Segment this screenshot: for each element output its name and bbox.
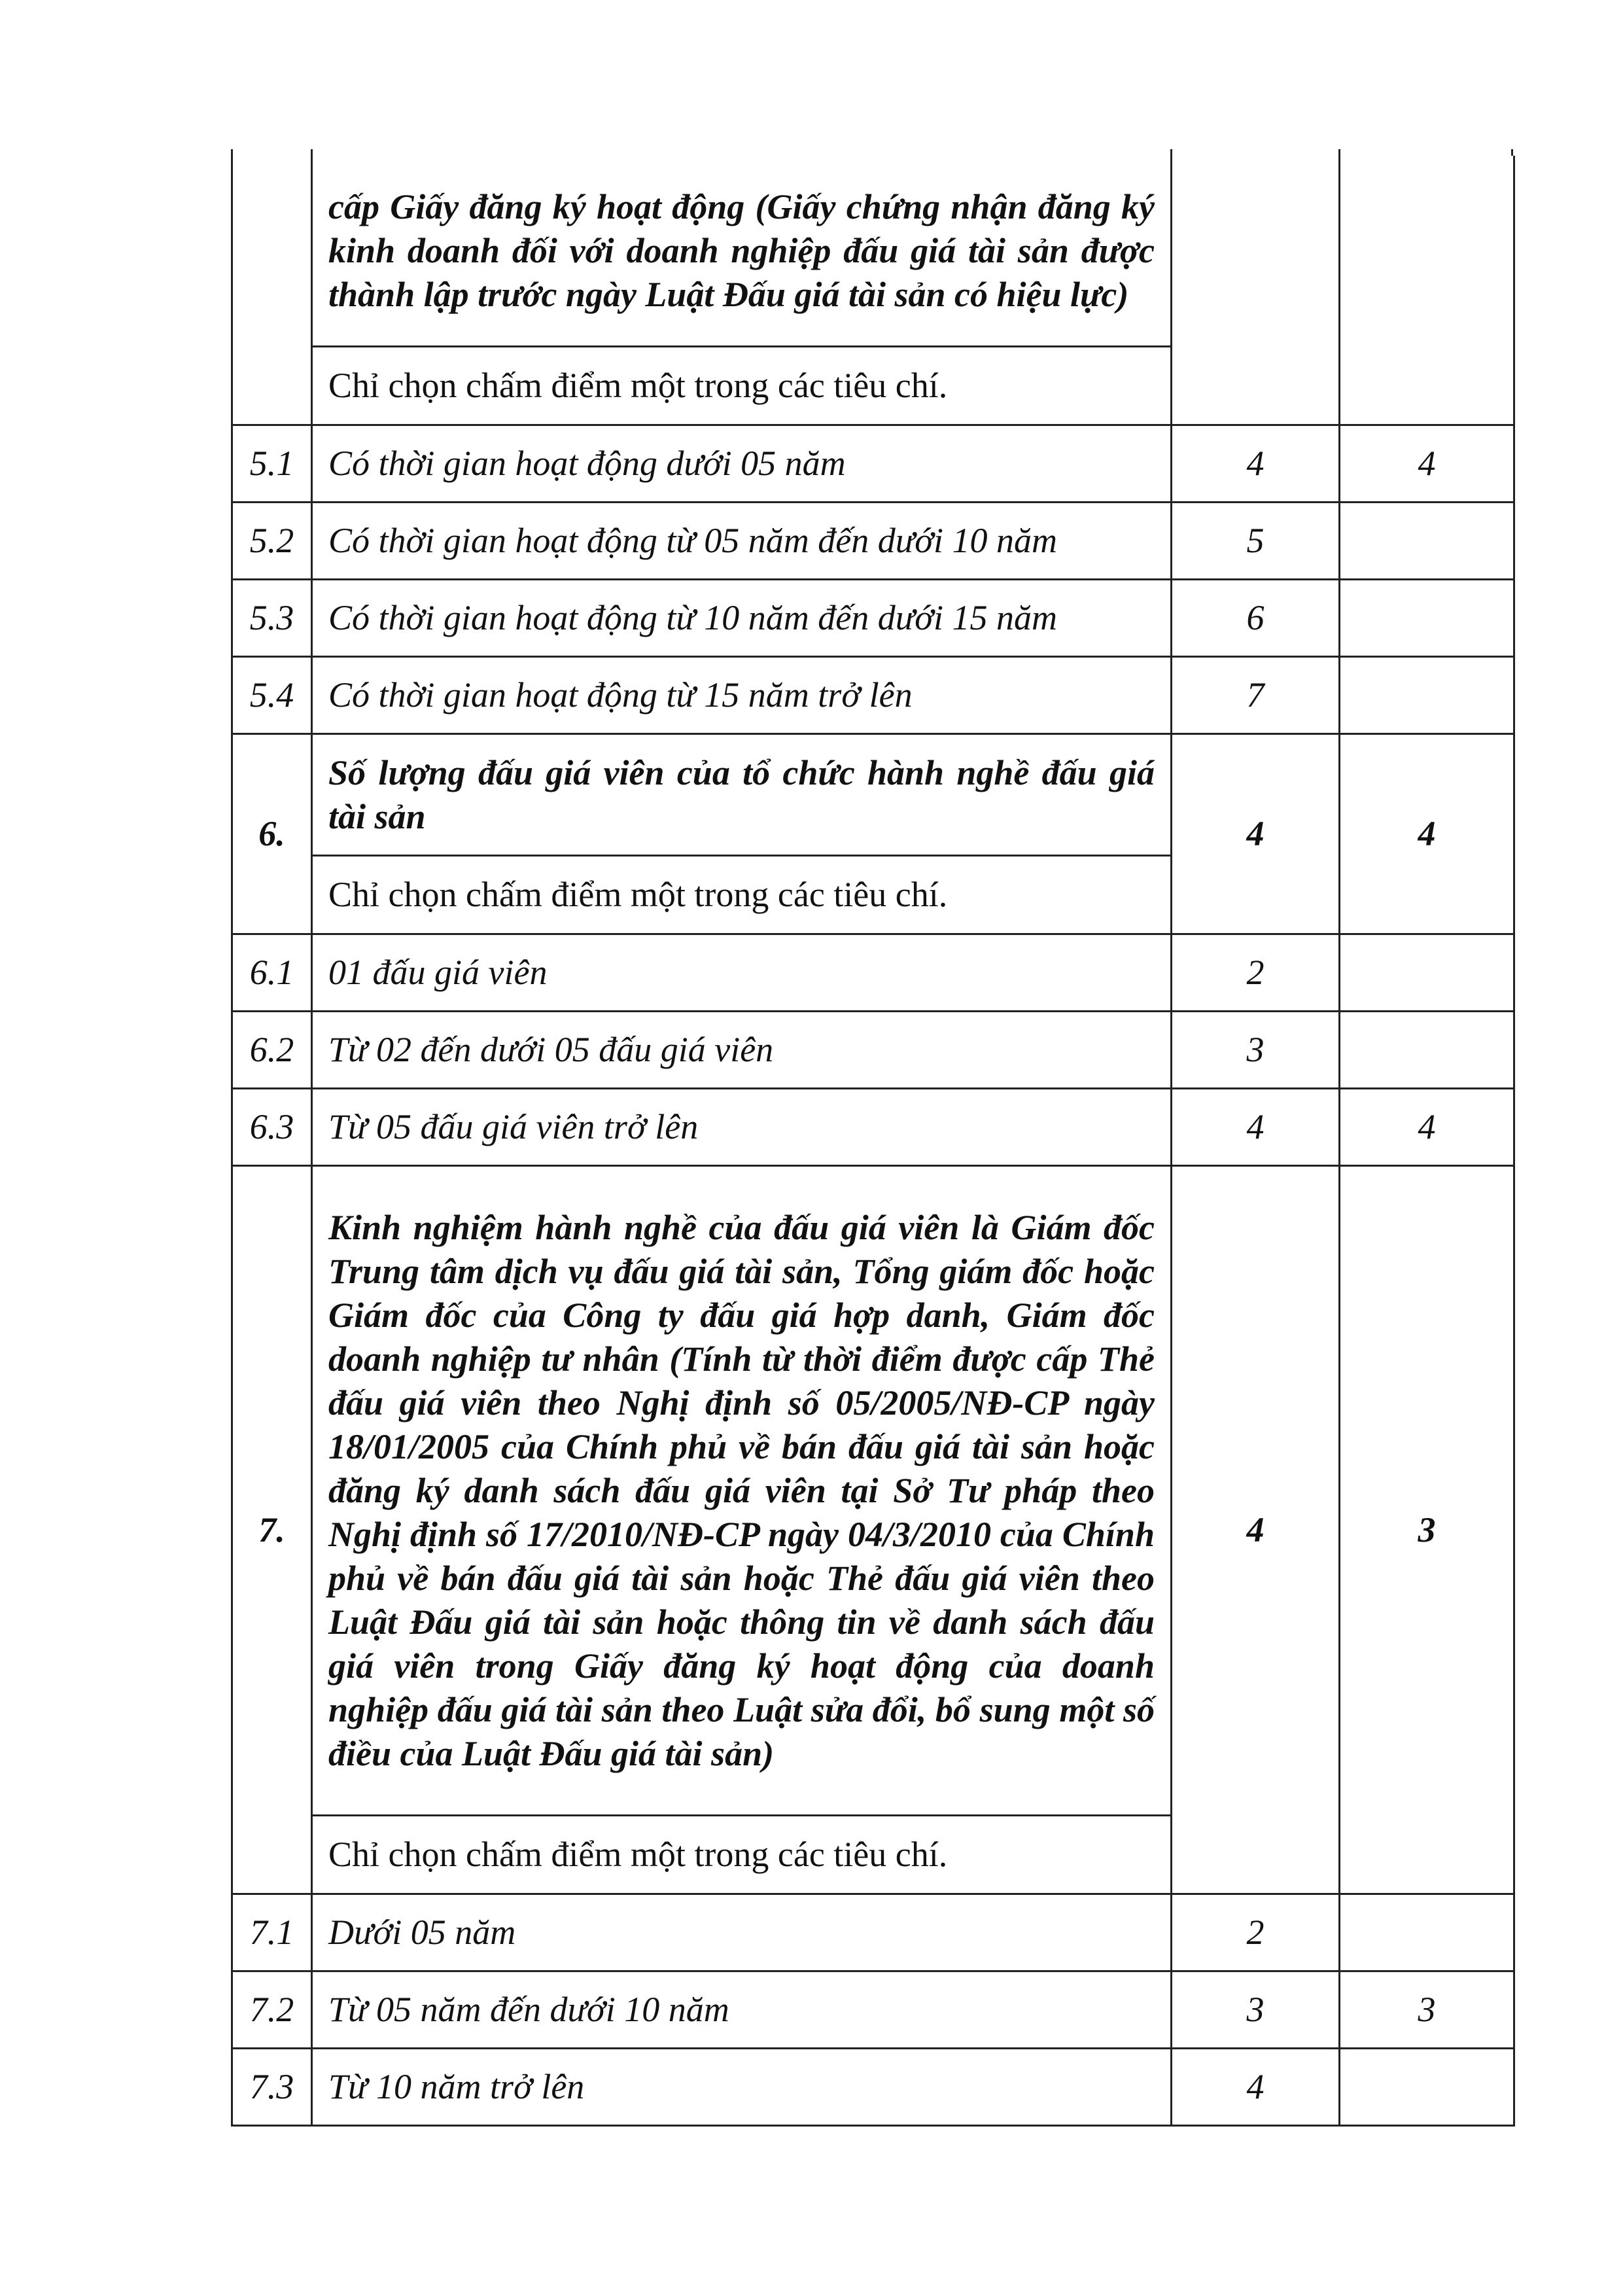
table-row <box>232 1894 1514 1971</box>
max-points: 4 <box>1172 1089 1340 1166</box>
criterion-number: 6. <box>232 734 312 934</box>
criterion-number-cell <box>232 156 312 425</box>
max-points-cell <box>1172 156 1340 425</box>
table-continuation-line <box>1170 149 1172 156</box>
row-description: Từ 02 đến dưới 05 đấu giá viên <box>312 1012 1172 1089</box>
table-row <box>232 1012 1514 1089</box>
table-row <box>232 1089 1514 1166</box>
criterion-heading: Kinh nghiệm hành nghề của đấu giá viên là Giám đốc Trung tâm dịch vụ đấu giá tài sản, Tổng giám đốc hoặc Giám đốc của Công ty đấu giá hợp danh, Giám đốc doanh nghiệp tư nhân (Tính từ thời điểm được cấp Thẻ đấu giá viên theo Nghị định số 05/2005/NĐ-CP ngày 18/01/2005 của Chính phủ về bán đấu giá tài sản hoặc đăng ký danh sách đấu giá viên tại Sở Tư pháp theo Nghị định số 17/2010/NĐ-CP ngày 04/3/2010 của Chính phủ về bán đấu giá tài sản hoặc Thẻ đấu giá viên theo Luật Đấu giá tài sản hoặc thông tin về danh sách đấu giá viên trong Giấy đăng ký hoạt động của doanh nghiệp đấu giá tài sản theo Luật sửa đổi, bổ sung một số điều của Luật Đấu giá tài sản) <box>312 1166 1172 1816</box>
table-row <box>232 2049 1514 2126</box>
score: 3 <box>1340 1971 1514 2049</box>
score <box>1340 2049 1514 2126</box>
score-cell <box>1340 156 1514 425</box>
row-number: 7.2 <box>232 1971 312 2049</box>
criterion-note: Chỉ chọn chấm điểm một trong các tiêu chí. <box>312 856 1172 934</box>
row-description: Từ 05 năm đến dưới 10 năm <box>312 1971 1172 2049</box>
row-number: 5.4 <box>232 657 312 734</box>
row-number: 5.1 <box>232 425 312 503</box>
row-description: Từ 10 năm trở lên <box>312 2049 1172 2126</box>
table-row <box>232 503 1514 580</box>
table-row <box>232 580 1514 657</box>
row-description: 01 đấu giá viên <box>312 934 1172 1012</box>
criterion-number: 7. <box>232 1166 312 1894</box>
row-description: Có thời gian hoạt động dưới 05 năm <box>312 425 1172 503</box>
table-continuation-line <box>311 149 313 156</box>
row-description: Dưới 05 năm <box>312 1894 1172 1971</box>
table-continuation-line <box>1511 149 1513 156</box>
score: 4 <box>1340 425 1514 503</box>
max-points: 6 <box>1172 580 1340 657</box>
max-points: 2 <box>1172 1894 1340 1971</box>
table-row <box>232 1971 1514 2049</box>
table-row <box>232 156 1514 347</box>
score: 4 <box>1340 1089 1514 1166</box>
row-number: 6.3 <box>232 1089 312 1166</box>
row-number: 7.3 <box>232 2049 312 2126</box>
max-points: 5 <box>1172 503 1340 580</box>
score <box>1340 934 1514 1012</box>
table-continuation-line <box>231 149 233 156</box>
score <box>1340 1012 1514 1089</box>
score: 3 <box>1340 1166 1514 1894</box>
row-number: 5.3 <box>232 580 312 657</box>
row-number: 5.2 <box>232 503 312 580</box>
max-points: 3 <box>1172 1012 1340 1089</box>
row-number: 6.2 <box>232 1012 312 1089</box>
table-row <box>232 934 1514 1012</box>
row-description: Có thời gian hoạt động từ 05 năm đến dưới 10 năm <box>312 503 1172 580</box>
table-row <box>232 1166 1514 1816</box>
criterion-note: Chỉ chọn chấm điểm một trong các tiêu chí. <box>312 347 1172 425</box>
criterion-heading: cấp Giấy đăng ký hoạt động (Giấy chứng nhận đăng ký kinh doanh đối với doanh nghiệp đấu giá tài sản được thành lập trước ngày Luật Đấu giá tài sản có hiệu lực) <box>312 156 1172 347</box>
score <box>1340 657 1514 734</box>
score: 4 <box>1340 734 1514 934</box>
row-description: Từ 05 đấu giá viên trở lên <box>312 1089 1172 1166</box>
max-points: 4 <box>1172 425 1340 503</box>
max-points: 4 <box>1172 2049 1340 2126</box>
criterion-heading: Số lượng đấu giá viên của tổ chức hành nghề đấu giá tài sản <box>312 734 1172 856</box>
score <box>1340 503 1514 580</box>
max-points: 2 <box>1172 934 1340 1012</box>
max-points: 3 <box>1172 1971 1340 2049</box>
max-points: 4 <box>1172 734 1340 934</box>
table-row <box>232 734 1514 856</box>
scoring-table <box>231 156 1515 2127</box>
table-continuation-line <box>1338 149 1340 156</box>
max-points: 4 <box>1172 1166 1340 1894</box>
table-row <box>232 425 1514 503</box>
score <box>1340 580 1514 657</box>
row-number: 6.1 <box>232 934 312 1012</box>
criterion-note: Chỉ chọn chấm điểm một trong các tiêu chí. <box>312 1816 1172 1894</box>
row-description: Có thời gian hoạt động từ 10 năm đến dưới 15 năm <box>312 580 1172 657</box>
row-description: Có thời gian hoạt động từ 15 năm trở lên <box>312 657 1172 734</box>
row-number: 7.1 <box>232 1894 312 1971</box>
score <box>1340 1894 1514 1971</box>
table-row <box>232 657 1514 734</box>
max-points: 7 <box>1172 657 1340 734</box>
